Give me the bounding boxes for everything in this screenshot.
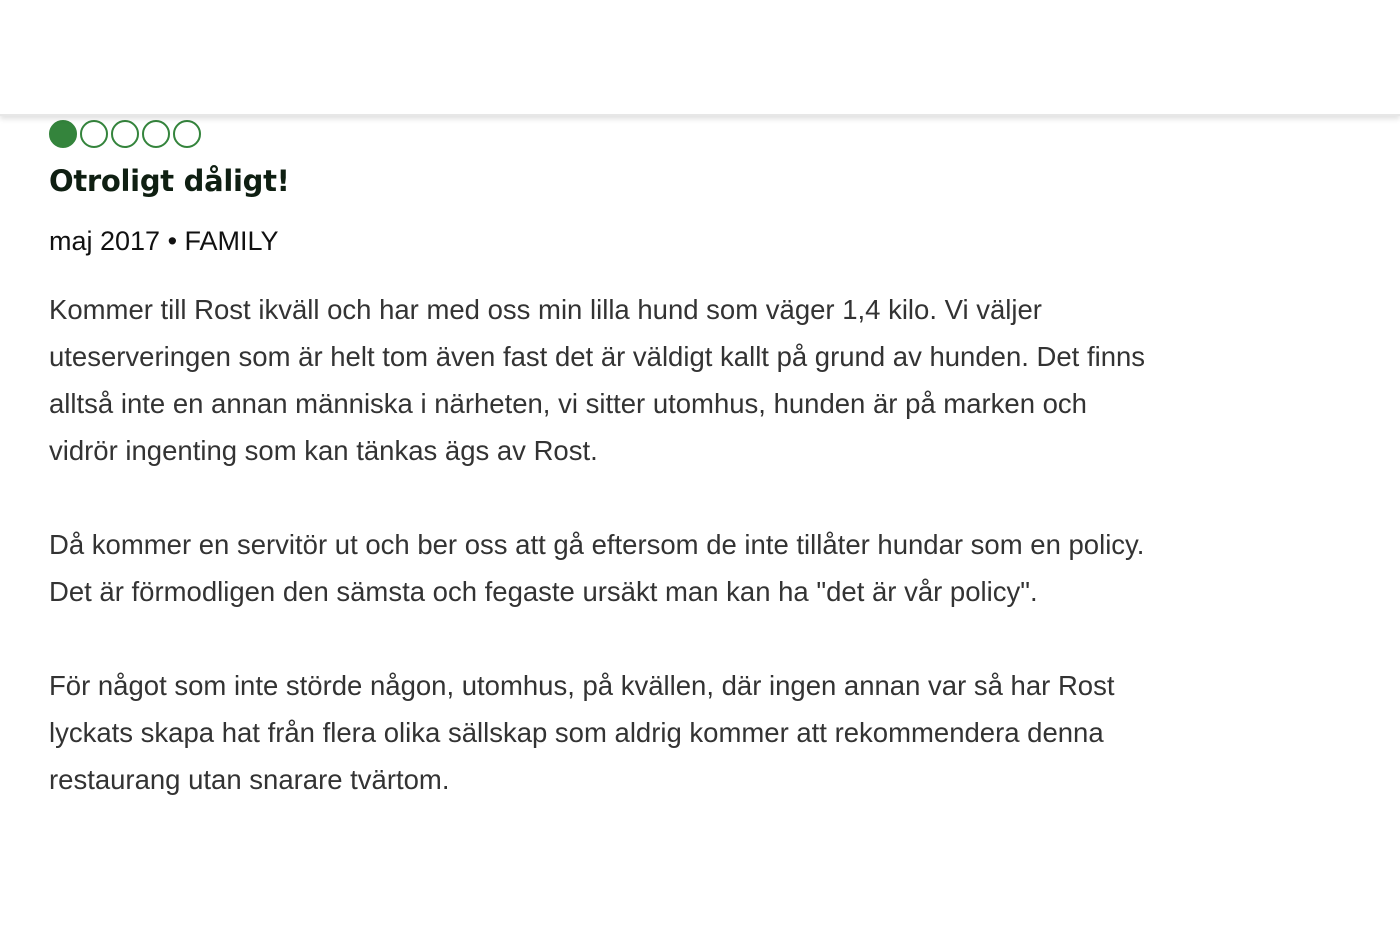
review-paragraph: Kommer till Rost ikväll och har med oss min lilla hund som väger 1,4 kilo. Vi väljer uteserveringen som är helt tom även fast det är väldigt kallt på grund av hunden. Det finns alltså inte en annan människa i närheten, vi sitter utomhus, hunden är på marken och vidrör ingenting som kan tänkas ägs av Rost. (49, 294, 1146, 466)
rating-bubble-empty-icon (173, 120, 201, 148)
review-paragraph: För något som inte störde någon, utomhus, på kvällen, där ingen annan var så har Rost lyckats skapa hat från flera olika sällskap som aldrig kommer att rekommendera denna restaurang utan snarare tvärtom. (49, 670, 1115, 795)
rating-bubble-empty-icon (111, 120, 139, 148)
top-bar (0, 0, 1400, 116)
rating-bubbles (49, 116, 1369, 152)
rating-bubble-empty-icon (80, 120, 108, 148)
review-paragraph: Då kommer en servitör ut och ber oss att gå eftersom de inte tillåter hundar som en policy. Det är förmodligen den sämsta och fegaste ursäkt man kan ha "det är vår policy". (49, 529, 1145, 607)
review-date-trip-type: maj 2017 • FAMILY (49, 226, 279, 256)
rating-bubble-filled-icon (49, 120, 77, 148)
review-title[interactable]: Otroligt dåligt! (49, 164, 290, 198)
rating-bubble-empty-icon (142, 120, 170, 148)
review-card (49, 116, 1369, 850)
review-body (49, 286, 1369, 803)
